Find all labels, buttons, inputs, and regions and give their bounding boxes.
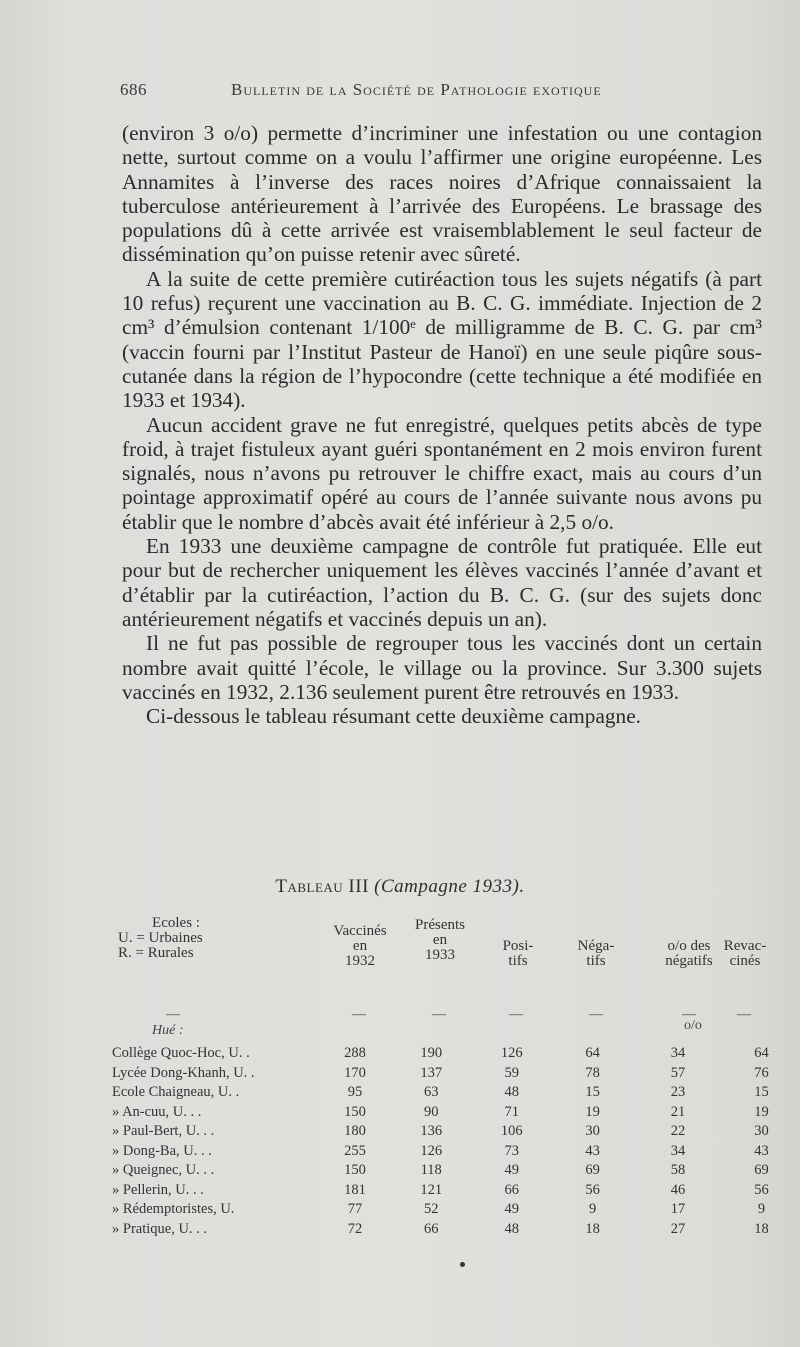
header-dash: — — [682, 1007, 696, 1022]
cell-negatifs: 19 — [585, 1103, 600, 1120]
cell-revac: 56 — [754, 1181, 769, 1198]
cell-negatifs: 15 — [585, 1084, 600, 1101]
header-line: tifs — [586, 953, 606, 969]
paragraph: En 1933 une deuxième campagne de contrôle fut pratiquée. Elle eut pour but de rechercher uniquement les élèves vaccinés l’année d’avant et d’établir par la cutiréaction, l’action du B. C. G. (sur des sujets donc antérieurement négatifs et vaccinés depuis un an). — [122, 534, 762, 631]
header-line: Néga- — [577, 938, 615, 954]
cell-vaccines: 170 — [344, 1064, 366, 1081]
header-line: Ecoles : — [152, 915, 200, 931]
cell-school: » Paul-Bert, U. . . — [112, 1123, 215, 1140]
table-row — [112, 1064, 800, 1084]
cell-school: » Pratique, U. . . — [112, 1220, 208, 1237]
cell-school: Collège Quoc-Hoc, U. . — [112, 1045, 250, 1062]
cell-presents: 63 — [423, 1084, 439, 1101]
header-line: o/o des — [667, 938, 711, 954]
header-dash: — — [432, 1007, 446, 1022]
header-line: Présents — [415, 917, 465, 933]
cell-negatifs: 43 — [585, 1142, 600, 1159]
cell-school: » Queignec, U. . . — [112, 1162, 215, 1179]
header-line: négatifs — [665, 953, 713, 969]
cell-revac: 30 — [754, 1123, 769, 1140]
cell-vaccines: 150 — [344, 1162, 366, 1179]
body-text — [122, 121, 762, 728]
header-line: Revac- — [723, 938, 767, 954]
cell-negatifs: 30 — [585, 1123, 600, 1140]
cell-pct: 22 — [670, 1123, 686, 1140]
table-row — [112, 1181, 800, 1201]
paragraph: A la suite de cette première cutiréaction tous les sujets négatifs (à part 10 refus) reçurent une vaccination au B. C. G. immédiate. Injection de 2 cm³ d’émulsion contenant 1/100ᵉ de milligramme de B. C. G. par cm³ (vaccin fourni par l’Institut Pasteur de Hanoï) en une seule piqûre sous-cutanée dans la région de l’hypocondre (cette technique a été modifiée en 1933 et 1934). — [122, 266, 762, 413]
cell-school: Lycée Dong-Khanh, U. . — [112, 1064, 255, 1081]
header-line: en — [432, 932, 448, 948]
paragraph: Ci-dessous le tableau résumant cette deuxième campagne. — [146, 704, 641, 729]
header-vaccines — [320, 924, 400, 969]
header-dash: — — [352, 1007, 366, 1022]
header-line: Posi- — [502, 938, 534, 954]
header-dash: — — [166, 1007, 180, 1022]
cell-negatifs: 64 — [585, 1045, 600, 1062]
cell-revac: 69 — [754, 1162, 769, 1179]
header-line: cinés — [729, 953, 761, 969]
cell-positifs: 48 — [504, 1084, 519, 1101]
cell-negatifs: 9 — [588, 1201, 597, 1218]
cell-positifs: 106 — [500, 1123, 523, 1140]
cell-positifs: 73 — [504, 1142, 519, 1159]
page-number: 686 — [120, 80, 147, 99]
paragraph: Aucun accident grave ne fut enregistré, quelques petits abcès de type froid, à trajet fistuleux ayant guéri spontanément en 2 mois environ furent signalés, nous n’avons pu retrouver le chiffre exact, mais au cours d’un pointage approximatif opéré au cours de l’année suivante nous avons pu établir que le nombre d’abcès avait été inférieur à 2,5 o/o. — [122, 412, 762, 534]
cell-positifs: 71 — [504, 1103, 519, 1120]
header-urbaines: U. = Urbaines — [118, 930, 203, 946]
cell-vaccines: 181 — [344, 1181, 366, 1198]
cell-pct: 27 — [670, 1220, 686, 1237]
cell-positifs: 66 — [504, 1181, 519, 1198]
header-line: tifs — [508, 953, 528, 969]
cell-vaccines: 150 — [344, 1103, 366, 1120]
cell-positifs: 49 — [504, 1201, 519, 1218]
header-dash: — — [589, 1007, 603, 1022]
paragraph: (environ 3 o/o) permette d’incriminer une infestation ou une contagion nette, surtout comme on a voulu l’affirmer une origine européenne. Les Annamites à l’inverse des races noires d’Afrique connaissaient la tuberculose antérieurement à l’arrivée des Européens. Le brassage des populations dû à cette arrivée est vraisemblablement le seul facteur de dissémination qu’on puisse retenir avec sûreté. — [122, 121, 762, 267]
table-row — [112, 1122, 800, 1142]
cell-negatifs: 18 — [585, 1220, 600, 1237]
table-row — [112, 1103, 800, 1123]
cell-pct: 57 — [670, 1064, 686, 1081]
section-label: Hué : — [152, 1023, 184, 1038]
pct-unit-label: o/o — [684, 1018, 702, 1033]
header-presents — [404, 918, 476, 963]
cell-presents: 90 — [423, 1103, 439, 1120]
cell-vaccines: 72 — [347, 1220, 363, 1237]
journal-title: Bulletin de la Société de Pathologie exotique — [231, 80, 602, 99]
header-dash: — — [737, 1007, 751, 1022]
page-mark — [460, 1262, 465, 1267]
cell-vaccines: 180 — [344, 1123, 366, 1140]
table-row — [112, 1083, 800, 1103]
cell-pct: 17 — [670, 1201, 686, 1218]
header-revaccines — [710, 939, 780, 969]
header-line: 1933 — [425, 947, 455, 963]
table-row — [112, 1220, 800, 1240]
cell-presents: 137 — [420, 1064, 443, 1081]
header-line: 1932 — [345, 953, 375, 969]
header-ecoles — [126, 916, 226, 931]
header-positifs — [488, 939, 548, 969]
cell-vaccines: 77 — [347, 1201, 363, 1218]
cell-pct: 21 — [670, 1103, 686, 1120]
cell-negatifs: 56 — [585, 1181, 600, 1198]
cell-pct: 34 — [670, 1045, 686, 1062]
table-row — [112, 1161, 800, 1181]
cell-presents: 118 — [420, 1162, 442, 1179]
cell-vaccines: 95 — [347, 1084, 363, 1101]
table-title-prefix: Tableau III — [275, 876, 369, 897]
table-row — [112, 1200, 800, 1220]
cell-revac: 19 — [754, 1103, 769, 1120]
cell-presents: 190 — [420, 1045, 443, 1062]
cell-revac: 64 — [754, 1045, 769, 1062]
cell-presents: 126 — [420, 1142, 443, 1159]
table-title — [0, 876, 800, 898]
cell-presents: 136 — [420, 1123, 443, 1140]
header-line: en — [352, 938, 368, 954]
table-title-campaign: (Campagne 1933). — [374, 876, 525, 897]
cell-school: Ecole Chaigneau, U. . — [112, 1084, 240, 1101]
cell-pct: 23 — [670, 1084, 686, 1101]
cell-school: » Rédemptoristes, U. — [112, 1201, 235, 1218]
cell-pct: 58 — [670, 1162, 686, 1179]
cell-negatifs: 78 — [585, 1064, 600, 1081]
cell-presents: 66 — [423, 1220, 439, 1237]
cell-pct: 34 — [670, 1142, 686, 1159]
results-table — [112, 1044, 800, 1239]
cell-positifs: 48 — [504, 1220, 519, 1237]
cell-pct: 46 — [670, 1181, 686, 1198]
cell-positifs: 49 — [504, 1162, 519, 1179]
cell-presents: 121 — [420, 1181, 443, 1198]
cell-school: » Pellerin, U. . . — [112, 1181, 204, 1198]
cell-school: » Dong-Ba, U. . . — [112, 1142, 212, 1159]
header-dash: — — [509, 1007, 523, 1022]
cell-presents: 52 — [423, 1201, 439, 1218]
cell-school: » An-cuu, U. . . — [112, 1103, 202, 1120]
table-row — [112, 1044, 800, 1064]
cell-vaccines: 288 — [344, 1045, 366, 1062]
header-rurales: R. = Rurales — [118, 945, 194, 961]
cell-negatifs: 69 — [585, 1162, 600, 1179]
table-row — [112, 1142, 800, 1162]
header-line: Vaccinés — [333, 923, 387, 939]
cell-vaccines: 255 — [344, 1142, 366, 1159]
header-negatifs — [566, 939, 626, 969]
cell-revac: 18 — [754, 1220, 769, 1237]
cell-revac: 43 — [754, 1142, 769, 1159]
paragraph: Il ne fut pas possible de regrouper tous les vaccinés dont un certain nombre avait quitté l’école, le village ou la province. Sur 3.300 sujets vaccinés en 1932, 2.136 seulement purent être retrouvés en 1933. — [122, 631, 762, 704]
cell-revac: 9 — [757, 1201, 766, 1218]
cell-revac: 76 — [754, 1064, 769, 1081]
cell-positifs: 126 — [500, 1045, 523, 1062]
cell-positifs: 59 — [504, 1064, 519, 1081]
cell-revac: 15 — [754, 1084, 769, 1101]
